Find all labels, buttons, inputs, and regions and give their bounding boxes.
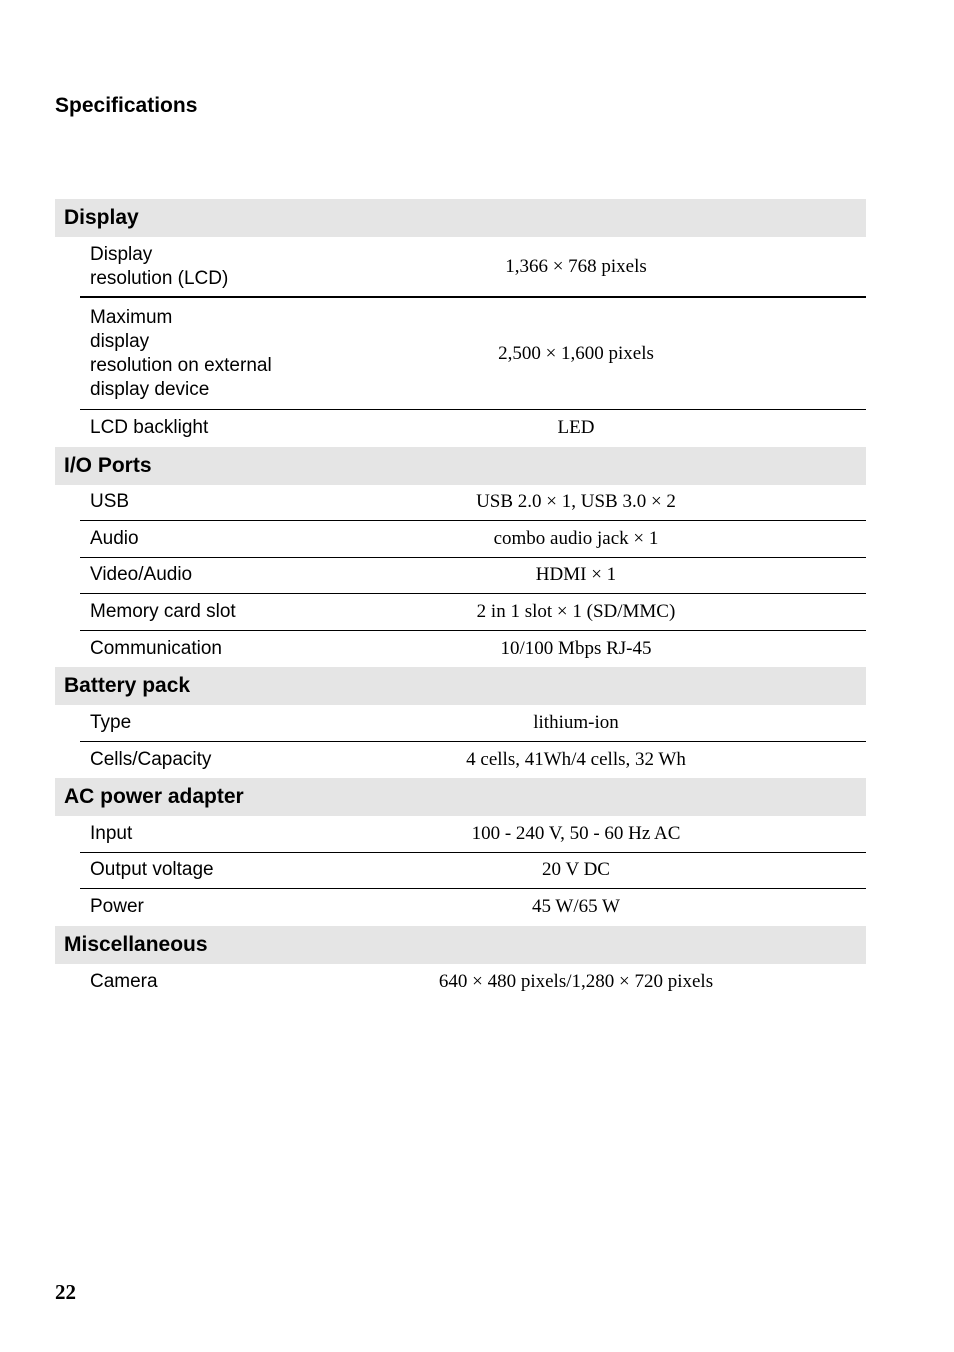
spec-value: 2 in 1 slot × 1 (SD/MMC) bbox=[476, 600, 676, 622]
spec-row-input bbox=[80, 816, 866, 853]
spec-value: 640 × 480 pixels/1,280 × 720 pixels bbox=[438, 970, 714, 992]
spec-row-communication bbox=[80, 631, 866, 668]
spec-row-output-voltage bbox=[80, 853, 866, 890]
spec-label: Audio bbox=[90, 527, 139, 549]
spec-label: USB bbox=[90, 491, 130, 513]
spec-value: 2,500 × 1,600 pixels bbox=[498, 342, 654, 364]
spec-label: Input bbox=[90, 822, 133, 844]
spec-label: Memory card slot bbox=[90, 600, 236, 622]
spec-label: Maximum display resolution on external display device bbox=[90, 306, 272, 400]
section-header-io-ports: I/O Ports bbox=[55, 447, 866, 485]
spec-row-max-external-resolution bbox=[80, 298, 866, 410]
spec-row-power bbox=[80, 889, 866, 926]
spec-row-cells-capacity bbox=[80, 742, 866, 779]
spec-value: 10/100 Mbps RJ-45 bbox=[500, 637, 652, 659]
spec-row-display-resolution bbox=[80, 237, 866, 298]
spec-value: combo audio jack × 1 bbox=[493, 527, 659, 549]
spec-row-video-audio bbox=[80, 558, 866, 595]
spec-value: HDMI × 1 bbox=[535, 564, 617, 586]
spec-label: Cells/Capacity bbox=[90, 748, 212, 770]
spec-label: Output voltage bbox=[90, 859, 214, 881]
spec-value: 45 W/65 W bbox=[532, 896, 620, 918]
section-header-miscellaneous: Miscellaneous bbox=[55, 926, 866, 964]
page-title: Specifications bbox=[55, 94, 198, 117]
spec-value: lithium-ion bbox=[533, 711, 619, 733]
spec-row-usb bbox=[80, 485, 866, 522]
spec-value: 1,366 × 768 pixels bbox=[505, 255, 647, 277]
spec-value: 100 - 240 V, 50 - 60 Hz AC bbox=[471, 822, 681, 844]
spec-label: Video/Audio bbox=[90, 564, 193, 586]
spec-row-battery-type bbox=[80, 705, 866, 742]
specifications-table bbox=[55, 199, 866, 1000]
spec-label: LCD backlight bbox=[90, 417, 209, 439]
spec-value: 4 cells, 41Wh/4 cells, 32 Wh bbox=[466, 748, 686, 770]
spec-row-audio bbox=[80, 521, 866, 558]
spec-label: Communication bbox=[90, 637, 222, 659]
spec-row-camera bbox=[80, 964, 866, 1001]
page-number: 22 bbox=[55, 1280, 76, 1304]
spec-value: USB 2.0 × 1, USB 3.0 × 2 bbox=[476, 491, 676, 513]
section-header-battery-pack: Battery pack bbox=[55, 667, 866, 705]
spec-row-memory-card-slot bbox=[80, 594, 866, 631]
spec-value: LED bbox=[557, 417, 595, 439]
spec-label: Camera bbox=[90, 970, 158, 992]
section-header-ac-power-adapter: AC power adapter bbox=[55, 778, 866, 816]
spec-label: Display resolution (LCD) bbox=[90, 243, 229, 289]
spec-value: 20 V DC bbox=[542, 859, 610, 881]
spec-label: Type bbox=[90, 711, 132, 733]
spec-label: Power bbox=[90, 896, 144, 918]
spec-row-lcd-backlight bbox=[80, 410, 866, 447]
section-header-display: Display bbox=[55, 199, 866, 237]
